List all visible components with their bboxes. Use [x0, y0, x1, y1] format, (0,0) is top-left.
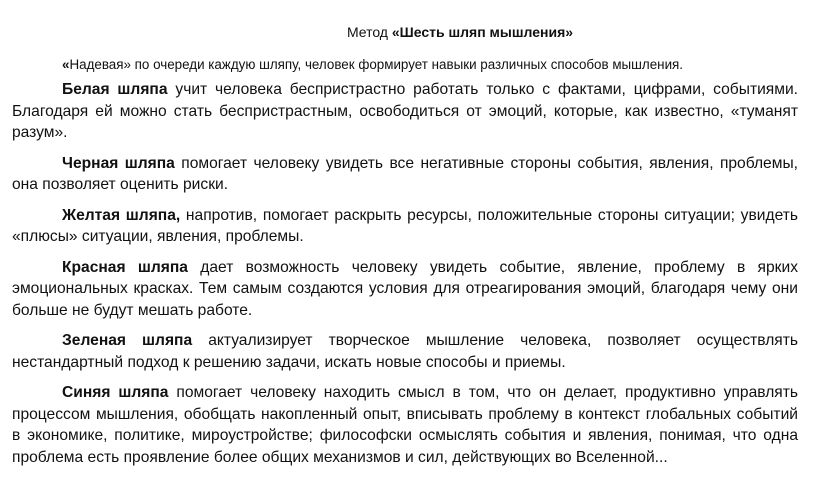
hat-paragraph-white [12, 79, 798, 144]
hat-text-blue: помогает человеку находить смысл в том, что он делает, продуктивно управлять процессом мышления, обобщать накопленный опыт, вписывать проблему в контекст глобальных событий в экономике, политике, мироустройстве; философски осмыслять события и явления, понимая, что одна проблема есть проявление более общих механизмов и сил, действующих во Вселенной... [12, 384, 799, 466]
intro-paragraph [62, 56, 798, 74]
title-method-name: «Шесть шляп мышления» [391, 24, 574, 40]
hat-name-red: Красная шляпа [62, 258, 188, 276]
hat-paragraph-blue [12, 382, 798, 468]
hat-paragraph-black [12, 153, 798, 196]
hat-text-white: учит человека беспристрастно работать только с фактами, цифрами, событиями. Благодаря ей можно стать беспристрастным, освободиться от эмоций, которые, как известно, «туманят разум». [12, 81, 799, 141]
hat-name-white: Белая шляпа [62, 81, 168, 98]
intro-text: Надевая» по очереди каждую шляпу, человек формирует навыки различных способов мышления. [69, 57, 684, 72]
hat-name-green: Зеленая шляпа [62, 332, 193, 349]
intro-quote-mark: « [62, 57, 70, 72]
title-prefix: Метод [346, 24, 392, 40]
hat-name-black: Черная шляпа [62, 154, 175, 172]
hat-text-yellow: напротив, помогает раскрыть ресурсы, положительные стороны ситуации; увидеть «плюсы» ситуации, явления, проблемы. [12, 206, 798, 245]
document-title [62, 22, 798, 42]
hat-paragraph-red [12, 257, 798, 322]
hat-text-red: дает возможность человеку увидеть событие, явление, проблему в ярких эмоциональных красках. Тем самым создаются условия для отреагирования эмоций, благодаря чему они больше не будут мешать работе. [12, 258, 798, 319]
hat-paragraph-yellow [12, 205, 798, 248]
hat-text-black: помогает человеку увидеть все негативные стороны события, явления, проблемы, она позволяет оценить риски. [12, 154, 798, 193]
hat-text-green: актуализирует творческое мышление человека, позволяет осуществлять нестандартный подход к решению задачи, искать новые способы и приемы. [12, 332, 798, 371]
hat-name-yellow: Желтая шляпа, [62, 206, 181, 224]
document-page [12, 22, 799, 477]
hat-name-blue: Синяя шляпа [62, 384, 169, 401]
hat-paragraph-green [12, 330, 798, 373]
